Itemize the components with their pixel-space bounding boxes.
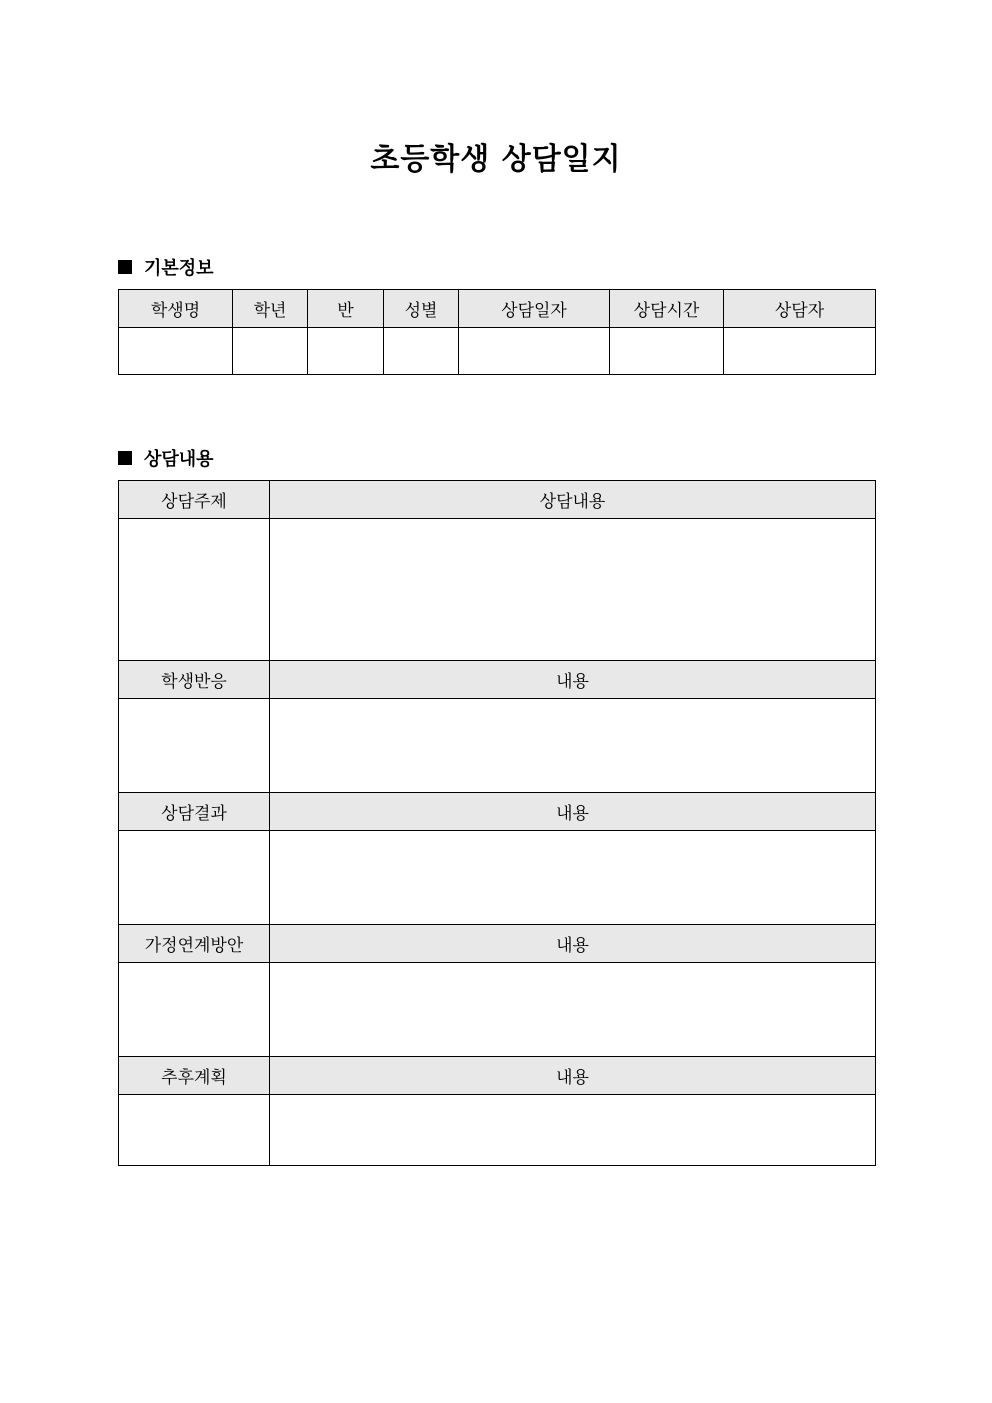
counseling-table [118, 480, 876, 1166]
basic-info-heading [118, 254, 214, 280]
column-header-class: 반 [308, 290, 384, 328]
reaction-content-cell[interactable] [270, 699, 876, 793]
table-row [119, 1095, 876, 1166]
column-header-gender: 성별 [384, 290, 459, 328]
table-row [119, 481, 876, 519]
document-title: 초등학생 상담일지 [370, 142, 622, 177]
result-label: 상담결과 [119, 793, 270, 831]
follow-up-cell[interactable] [119, 1095, 270, 1166]
grade-cell[interactable] [233, 328, 308, 375]
follow-up-content-header: 내용 [270, 1057, 876, 1095]
topic-label: 상담주제 [119, 481, 270, 519]
table-row [119, 661, 876, 699]
gender-cell[interactable] [384, 328, 459, 375]
column-header-grade: 학년 [233, 290, 308, 328]
home-link-label: 가정연계방안 [119, 925, 270, 963]
table-row [119, 963, 876, 1057]
class-cell[interactable] [308, 328, 384, 375]
basic-info-header-row [119, 290, 876, 328]
column-header-date: 상담일자 [459, 290, 610, 328]
result-cell[interactable] [119, 831, 270, 925]
table-row [119, 793, 876, 831]
time-cell[interactable] [610, 328, 724, 375]
result-content-header: 내용 [270, 793, 876, 831]
topic-cell[interactable] [119, 519, 270, 661]
table-row [119, 519, 876, 661]
counselor-cell[interactable] [724, 328, 876, 375]
table-row [119, 831, 876, 925]
student-name-cell[interactable] [119, 328, 233, 375]
table-row [119, 699, 876, 793]
counseling-heading [118, 445, 214, 471]
date-cell[interactable] [459, 328, 610, 375]
follow-up-label: 추후계획 [119, 1057, 270, 1095]
column-header-student-name: 학생명 [119, 290, 233, 328]
topic-content-cell[interactable] [270, 519, 876, 661]
column-header-counselor: 상담자 [724, 290, 876, 328]
home-link-cell[interactable] [119, 963, 270, 1057]
table-row [119, 1057, 876, 1095]
reaction-content-header: 내용 [270, 661, 876, 699]
reaction-label: 학생반응 [119, 661, 270, 699]
follow-up-content-cell[interactable] [270, 1095, 876, 1166]
basic-info-value-row [119, 328, 876, 375]
square-bullet-icon [118, 260, 132, 274]
basic-info-table [118, 289, 876, 375]
counseling-heading-label: 상담내용 [144, 449, 214, 470]
reaction-cell[interactable] [119, 699, 270, 793]
home-link-content-cell[interactable] [270, 963, 876, 1057]
result-content-cell[interactable] [270, 831, 876, 925]
table-row [119, 925, 876, 963]
basic-info-heading-label: 기본정보 [144, 258, 214, 279]
home-link-content-header: 내용 [270, 925, 876, 963]
topic-content-header: 상담내용 [270, 481, 876, 519]
square-bullet-icon [118, 451, 132, 465]
column-header-time: 상담시간 [610, 290, 724, 328]
